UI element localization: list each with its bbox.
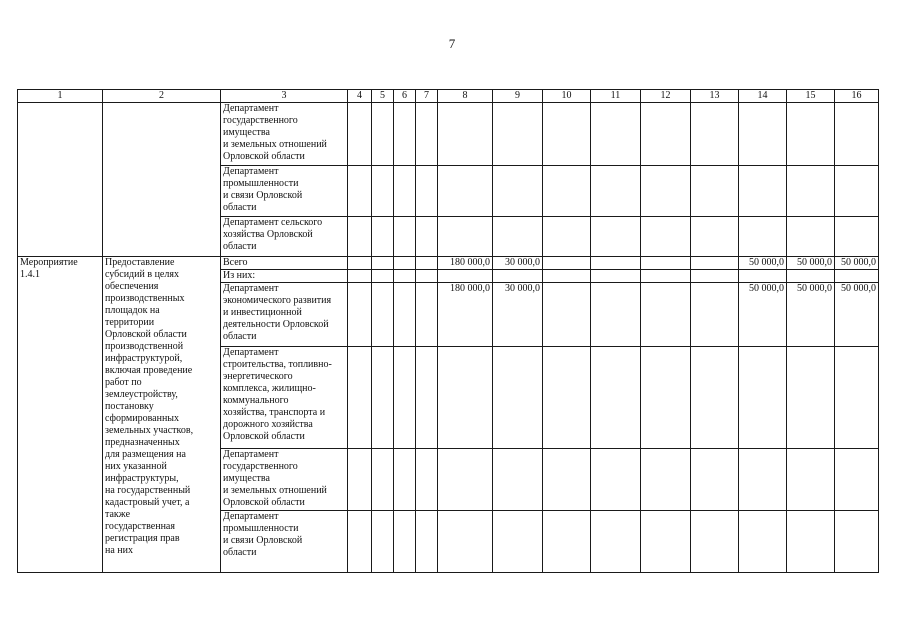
cell-value [835, 347, 879, 449]
cell-value [787, 449, 835, 511]
col-header: 9 [493, 90, 543, 103]
cell-value [394, 283, 416, 347]
cell-value [739, 449, 787, 511]
cell-value [835, 166, 879, 217]
cell-value [394, 217, 416, 257]
col-header: 10 [543, 90, 591, 103]
cell-value: 50 000,0 [835, 257, 879, 270]
cell-value [348, 511, 372, 573]
cell-value [372, 347, 394, 449]
cell-value [493, 347, 543, 449]
cell-value [835, 511, 879, 573]
cell-value [591, 217, 641, 257]
cell-department: Департамент промышленности и связи Орловской области [221, 166, 348, 217]
cell-value [394, 449, 416, 511]
cell-value [543, 257, 591, 270]
col-header: 8 [438, 90, 493, 103]
cell-value [739, 103, 787, 166]
cell-value [348, 283, 372, 347]
cell-value [835, 217, 879, 257]
cell-value [787, 103, 835, 166]
cell-value [691, 449, 739, 511]
cell-value [416, 257, 438, 270]
cell-value [416, 511, 438, 573]
cell-value [372, 103, 394, 166]
table-row [18, 257, 879, 270]
cell-value [691, 166, 739, 217]
cell-value [493, 511, 543, 573]
cell-value [591, 511, 641, 573]
cell-value [394, 511, 416, 573]
cell-measure-description: Предоставление субсидий в целях обеспечения производственных площадок на территории Орловской области производственной инфраструктурой, включая проведение работ по землеустройству, постановку сформированных земельных участков, предназначенных для размещения на них указанной инфраструктуры, на государственный кадастровый учет, а также государственная регистрация прав на них [103, 257, 221, 573]
cell-value [691, 217, 739, 257]
col-header: 14 [739, 90, 787, 103]
cell-value [416, 217, 438, 257]
cell-value [543, 449, 591, 511]
col-header: 7 [416, 90, 438, 103]
cell-value [641, 217, 691, 257]
cell-value [787, 166, 835, 217]
cell-value [641, 347, 691, 449]
cell-value [438, 347, 493, 449]
cell-value [641, 103, 691, 166]
cell-value [416, 270, 438, 283]
cell-value [416, 449, 438, 511]
cell-value [394, 103, 416, 166]
cell-department: Из них: [221, 270, 348, 283]
cell-value [348, 449, 372, 511]
cell-value [543, 511, 591, 573]
cell-value [372, 257, 394, 270]
col-header: 2 [103, 90, 221, 103]
cell-value [591, 347, 641, 449]
page-number: 7 [448, 36, 456, 51]
table-row [18, 103, 879, 166]
cell-value [591, 103, 641, 166]
col-header: 5 [372, 90, 394, 103]
cell-value [591, 283, 641, 347]
cell-value [438, 103, 493, 166]
cell-value: 30 000,0 [493, 283, 543, 347]
cell-value [691, 347, 739, 449]
cell-value [416, 347, 438, 449]
cell-value [691, 103, 739, 166]
cell-value [372, 283, 394, 347]
cell-department: Департамент сельского хозяйства Орловской области [221, 217, 348, 257]
cell-value [835, 270, 879, 283]
cell-department: Департамент строительства, топливно- энергетического комплекса, жилищно- коммунального хозяйства, транспорта и дорожного хозяйства Орловской области [221, 347, 348, 449]
cell-value: 50 000,0 [739, 283, 787, 347]
cell-col1-blank [18, 103, 103, 257]
cell-value [493, 270, 543, 283]
cell-value [543, 103, 591, 166]
cell-value [691, 270, 739, 283]
cell-value [591, 257, 641, 270]
cell-value [438, 217, 493, 257]
cell-value: 180 000,0 [438, 283, 493, 347]
cell-department: Всего [221, 257, 348, 270]
cell-col2-blank [103, 103, 221, 257]
cell-value: 50 000,0 [835, 283, 879, 347]
cell-value [591, 449, 641, 511]
col-header: 11 [591, 90, 641, 103]
cell-value [372, 166, 394, 217]
cell-value [787, 217, 835, 257]
col-header: 12 [641, 90, 691, 103]
cell-value [438, 166, 493, 217]
cell-value [739, 347, 787, 449]
cell-value [394, 347, 416, 449]
cell-value [493, 103, 543, 166]
col-header: 3 [221, 90, 348, 103]
col-header: 16 [835, 90, 879, 103]
cell-value [394, 257, 416, 270]
cell-value [416, 166, 438, 217]
header-row [18, 90, 879, 103]
cell-value [641, 257, 691, 270]
col-header: 6 [394, 90, 416, 103]
cell-value [493, 449, 543, 511]
cell-value [787, 270, 835, 283]
cell-value [641, 283, 691, 347]
cell-value [691, 511, 739, 573]
cell-value [348, 166, 372, 217]
cell-value [372, 511, 394, 573]
cell-value [739, 511, 787, 573]
cell-value [543, 347, 591, 449]
cell-department: Департамент промышленности и связи Орловской области [221, 511, 348, 573]
cell-value [641, 511, 691, 573]
cell-department: Департамент государственного имущества и земельных отношений Орловской области [221, 103, 348, 166]
cell-value [787, 511, 835, 573]
col-header: 13 [691, 90, 739, 103]
cell-value [372, 217, 394, 257]
cell-value [591, 166, 641, 217]
cell-value [543, 217, 591, 257]
cell-value [739, 217, 787, 257]
col-header: 4 [348, 90, 372, 103]
cell-value [348, 257, 372, 270]
cell-value [348, 103, 372, 166]
cell-value [591, 270, 641, 283]
cell-value [787, 347, 835, 449]
cell-value [641, 270, 691, 283]
cell-value [416, 283, 438, 347]
cell-value [348, 217, 372, 257]
cell-value [543, 283, 591, 347]
cell-value [438, 511, 493, 573]
cell-value [493, 217, 543, 257]
cell-value [348, 347, 372, 449]
cell-value: 50 000,0 [787, 283, 835, 347]
cell-value: 50 000,0 [787, 257, 835, 270]
cell-department: Департамент экономического развития и инвестиционной деятельности Орловской области [221, 283, 348, 347]
cell-value [691, 257, 739, 270]
cell-value [739, 166, 787, 217]
budget-table [17, 89, 879, 573]
cell-department: Департамент государственного имущества и земельных отношений Орловской области [221, 449, 348, 511]
cell-value [493, 166, 543, 217]
cell-value [543, 270, 591, 283]
cell-value [835, 449, 879, 511]
cell-measure-id: Мероприятие 1.4.1 [18, 257, 103, 573]
cell-value [372, 449, 394, 511]
cell-value [394, 166, 416, 217]
col-header: 15 [787, 90, 835, 103]
cell-value [641, 449, 691, 511]
cell-value [835, 103, 879, 166]
cell-value [691, 283, 739, 347]
cell-value [438, 449, 493, 511]
cell-value [438, 270, 493, 283]
cell-value [739, 270, 787, 283]
cell-value [416, 103, 438, 166]
cell-value [641, 166, 691, 217]
col-header: 1 [18, 90, 103, 103]
cell-value [543, 166, 591, 217]
cell-value [394, 270, 416, 283]
cell-value: 50 000,0 [739, 257, 787, 270]
cell-value [372, 270, 394, 283]
cell-value: 180 000,0 [438, 257, 493, 270]
cell-value [348, 270, 372, 283]
cell-value: 30 000,0 [493, 257, 543, 270]
